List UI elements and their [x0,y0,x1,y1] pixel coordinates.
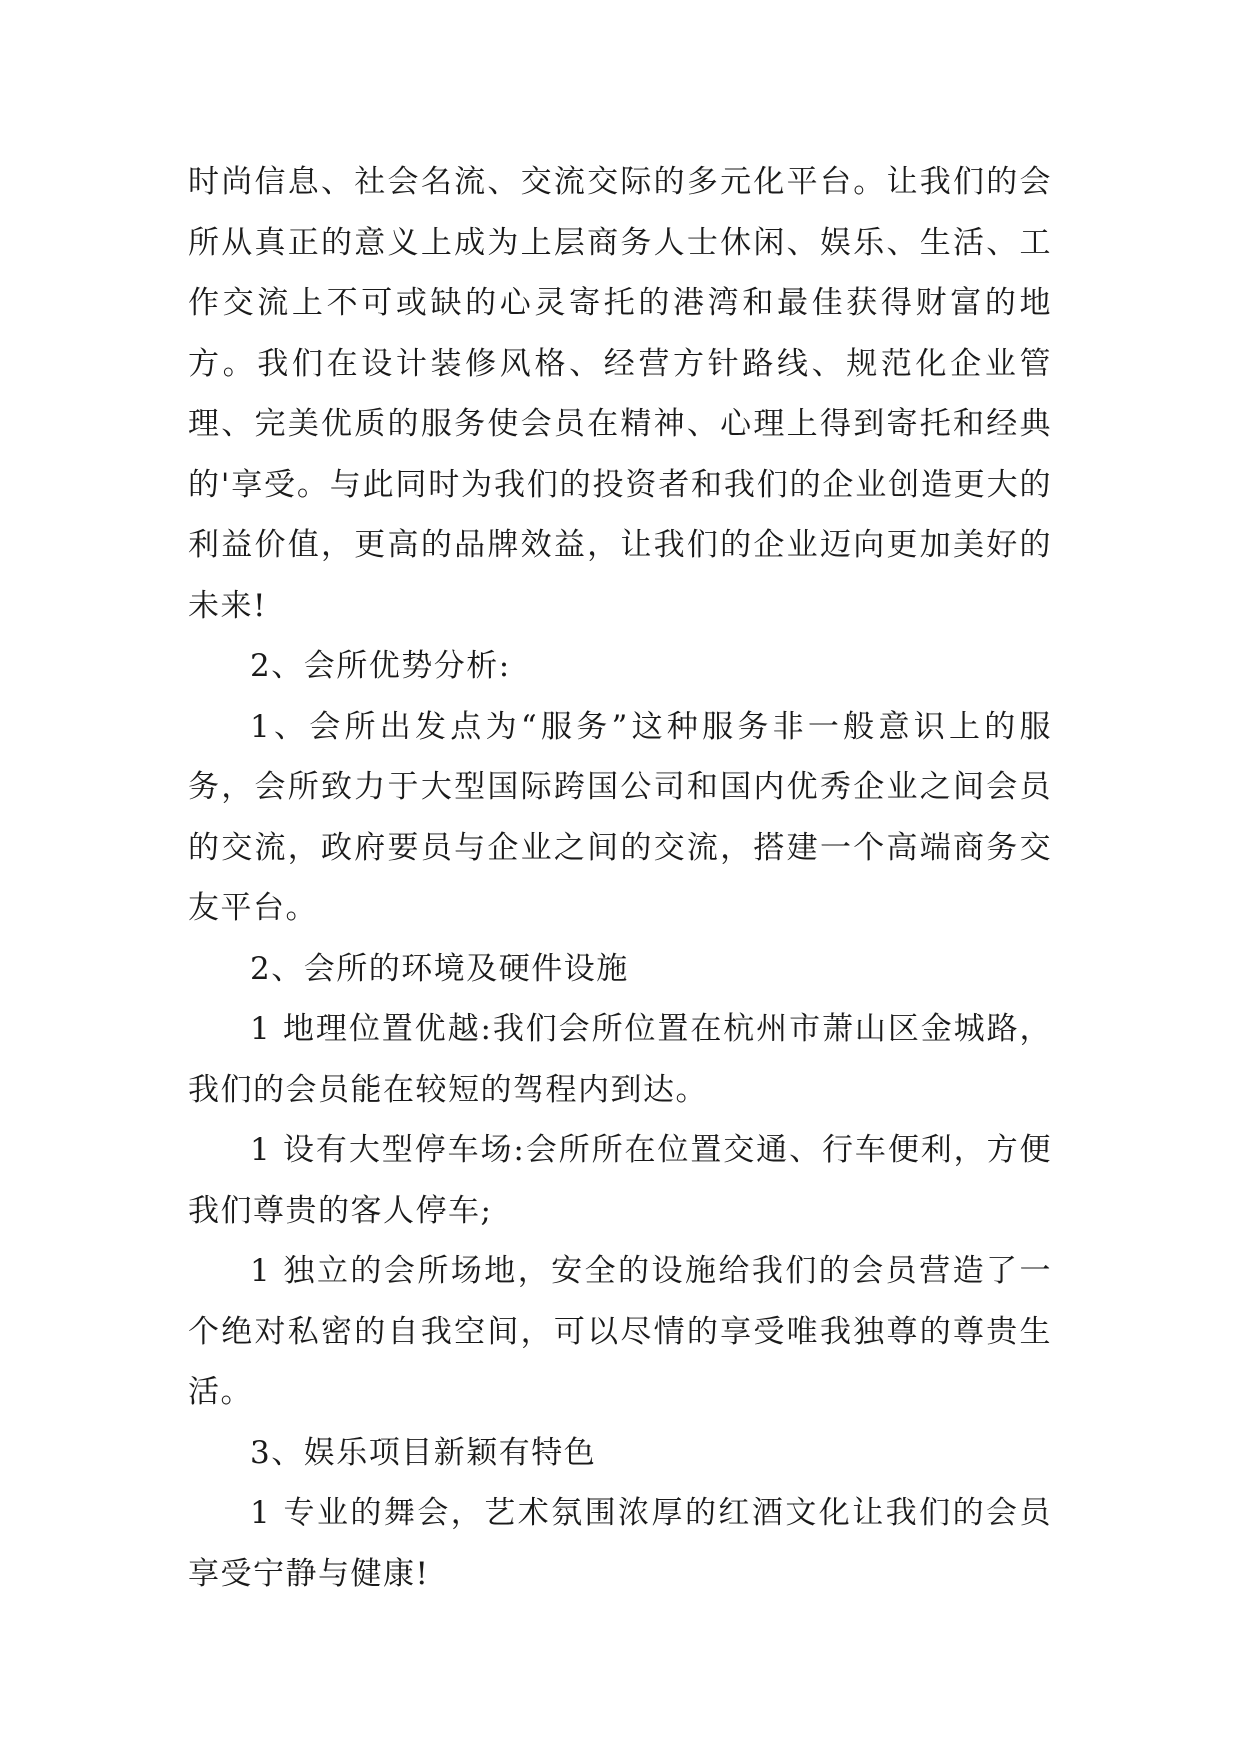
paragraph-private-venue: 1 独立的会所场地，安全的设施给我们的会员营造了一个绝对私密的自我空间，可以尽情的享受唯我独尊的尊贵生活。 [188,1253,1052,1410]
heading-environment-facilities: 2、会所的环境及硬件设施 [250,950,629,987]
paragraph-parking: 1 设有大型停车场:会所所在位置交通、行车便利，方便我们尊贵的客人停车; [188,1132,1052,1229]
document-body [188,152,1052,1604]
paragraph-location: 1 地理位置优越:我们会所位置在杭州市萧山区金城路，我们的会员能在较短的驾程内到达。 [188,1011,1052,1108]
heading-entertainment: 3、娱乐项目新颖有特色 [250,1434,597,1471]
heading-advantage-analysis: 2、会所优势分析: [250,648,511,684]
paragraph-intro-continued: 时尚信息、社会名流、交流交际的多元化平台。让我们的会所从真正的意义上成为上层商务人士休闲、娱乐、生活、工作交流上不可或缺的心灵寄托的港湾和最佳获得财富的地方。我们在设计装修风格、经营方针路线、规范化企业管理、完美优质的服务使会员在精神、心理上得到寄托和经典的'享受。与此同时为我们的投资者和我们的企业创造更大的利益价值，更高的品牌效益，让我们的企业迈向更加美好的未来! [188,164,1052,624]
paragraph-service-starting-point: 1、会所出发点为“服务”这种服务非一般意识上的服务，会所致力于大型国际跨国公司和国内优秀企业之间会员的交流，政府要员与企业之间的交流，搭建一个高端商务交友平台。 [188,708,1052,926]
paragraph-dance-wine: 1 专业的舞会，艺术氛围浓厚的红酒文化让我们的会员享受宁静与健康! [188,1495,1052,1592]
